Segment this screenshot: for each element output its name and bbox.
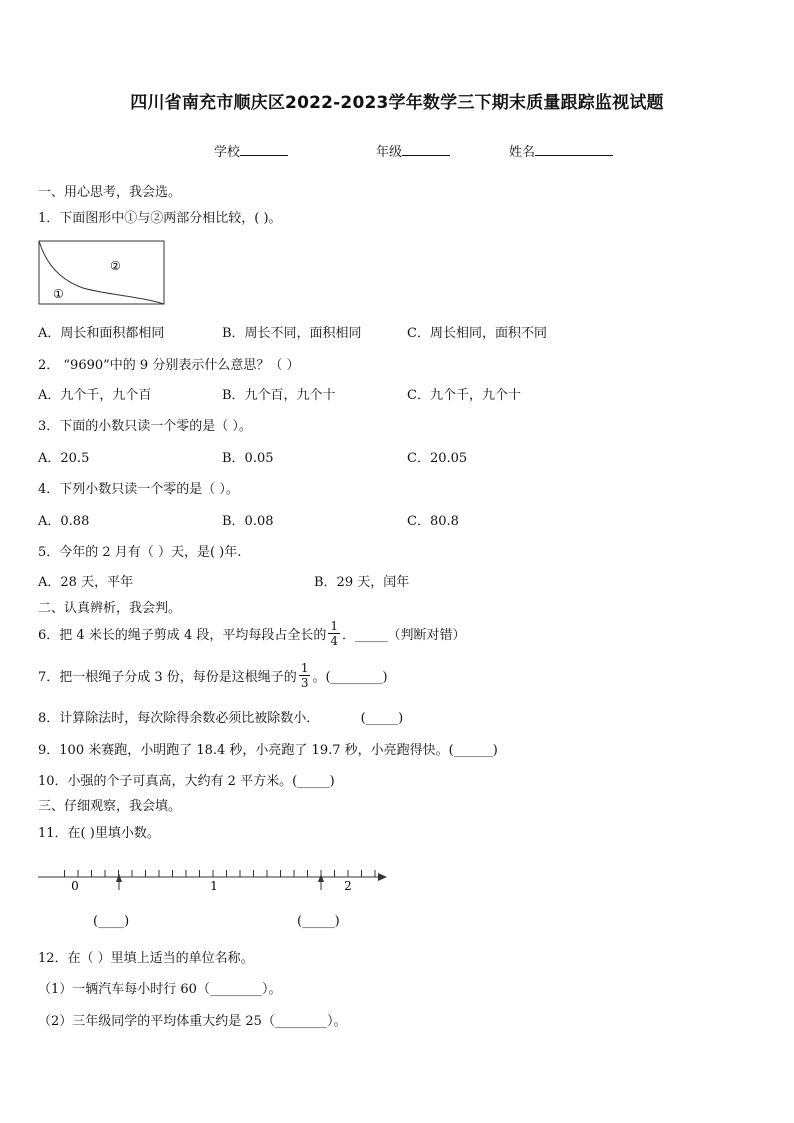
q6-text: 6．把 4 米长的绳子剪成 4 段，平均每段占全长的: [38, 628, 327, 643]
number-line-arrow: [378, 873, 387, 881]
tick-label-1: 1: [210, 879, 218, 893]
q6-answer[interactable]: ．_____（判断对错）: [341, 628, 466, 643]
grade-label: 年级: [376, 145, 403, 160]
q1-option-c[interactable]: C．周长相同，面积不同: [407, 326, 547, 341]
q3-option-a[interactable]: A．20.5: [38, 451, 90, 466]
q1-option-b[interactable]: B．周长不同，面积相同: [222, 326, 362, 341]
q3-stem: 3．下面的小数只读一个零的是（ ）。: [38, 419, 252, 434]
q2-option-c[interactable]: C．九个千，九个十: [407, 388, 521, 403]
q6-numerator: 1: [330, 619, 338, 633]
q6-denominator: 4: [330, 634, 338, 648]
section-1-heading: 一、用心思考，我会选。: [38, 185, 182, 200]
grade-field[interactable]: [376, 141, 450, 160]
q12-stem: 12．在（ ）里填上适当的单位名称。: [38, 951, 254, 966]
q7-answer[interactable]: 。(________): [312, 670, 388, 685]
q6-fraction: [328, 619, 340, 648]
q1-option-a[interactable]: A．周长和面积都相同: [38, 326, 165, 341]
section-3-heading: 三、仔细观察，我会填。: [38, 799, 182, 814]
number-line-ticks: [65, 870, 376, 877]
tick-label-2: 2: [344, 879, 352, 893]
page-title: 四川省南充市顺庆区2022-2023学年数学三下期末质量跟踪监视试题: [130, 93, 664, 113]
q7-text: 7．把一根绳子分成 3 份，每份是这根绳子的: [38, 670, 297, 685]
q2-stem: 2． “9690”中的 9 分别表示什么意思？（ ）: [38, 358, 300, 373]
q7-numerator: 1: [300, 661, 309, 675]
q12-part-1[interactable]: （1）一辆汽车每小时行 60（________）。: [38, 982, 282, 997]
q3-option-b[interactable]: B．0.05: [222, 451, 274, 466]
q7-denominator: 3: [300, 676, 309, 690]
q9[interactable]: 9．100 米赛跑，小明跑了 18.4 秒，小亮跑了 19.7 秒，小亮跑得快。(______): [38, 743, 498, 758]
school-field[interactable]: [214, 141, 288, 160]
q11-marker-2-arrow: [318, 874, 324, 882]
section-2-heading: 二、认真辨析，我会判。: [38, 601, 182, 616]
q1-stem: 1．下面图形中①与②两部分相比较，( )。: [38, 211, 282, 226]
q10[interactable]: 10．小强的个子可真高，大约有 2 平方米。(_____): [38, 774, 335, 789]
q1-region-1-label: ①: [53, 287, 64, 301]
q11-marker-1-arrow: [116, 874, 122, 882]
name-label: 姓名: [509, 145, 536, 160]
q6: [38, 619, 466, 648]
q11-stem: 11．在( )里填小数。: [38, 826, 160, 841]
q4-option-b[interactable]: B．0.08: [222, 514, 274, 529]
q11-answer-1[interactable]: (____): [93, 914, 130, 929]
q5-option-a[interactable]: A．28 天，平年: [38, 575, 134, 590]
q5-option-b[interactable]: B．29 天，闰年: [314, 575, 410, 590]
q4-option-a[interactable]: A．0.88: [38, 514, 90, 529]
q5-stem: 5．今年的 2 月有（ ）天，是( )年.: [38, 545, 242, 560]
q2-option-b[interactable]: B．九个百，九个十: [222, 388, 336, 403]
tick-label-0: 0: [71, 879, 79, 893]
q7: [38, 661, 388, 690]
q11-answer-2[interactable]: (_____): [297, 914, 340, 929]
q4-stem: 4．下列小数只读一个零的是（ ）。: [38, 482, 239, 497]
name-field[interactable]: [509, 141, 613, 160]
q7-fraction: [299, 661, 311, 690]
q4-option-c[interactable]: C．80.8: [407, 514, 459, 529]
q8[interactable]: 8．计算除法时，每次除得余数必须比被除数小． (_____): [38, 711, 404, 726]
q11-number-line: [38, 860, 390, 896]
school-label: 学校: [214, 145, 241, 160]
q1-figure: [38, 240, 166, 306]
q12-part-2[interactable]: （2）三年级同学的平均体重大约是 25（________）。: [38, 1014, 347, 1029]
name-blank[interactable]: [535, 142, 613, 156]
q3-option-c[interactable]: C．20.05: [407, 451, 468, 466]
q2-option-a[interactable]: A．九个千，九个百: [38, 388, 152, 403]
grade-blank[interactable]: [402, 142, 450, 156]
q1-region-2-label: ②: [110, 259, 121, 273]
school-blank[interactable]: [240, 142, 288, 156]
